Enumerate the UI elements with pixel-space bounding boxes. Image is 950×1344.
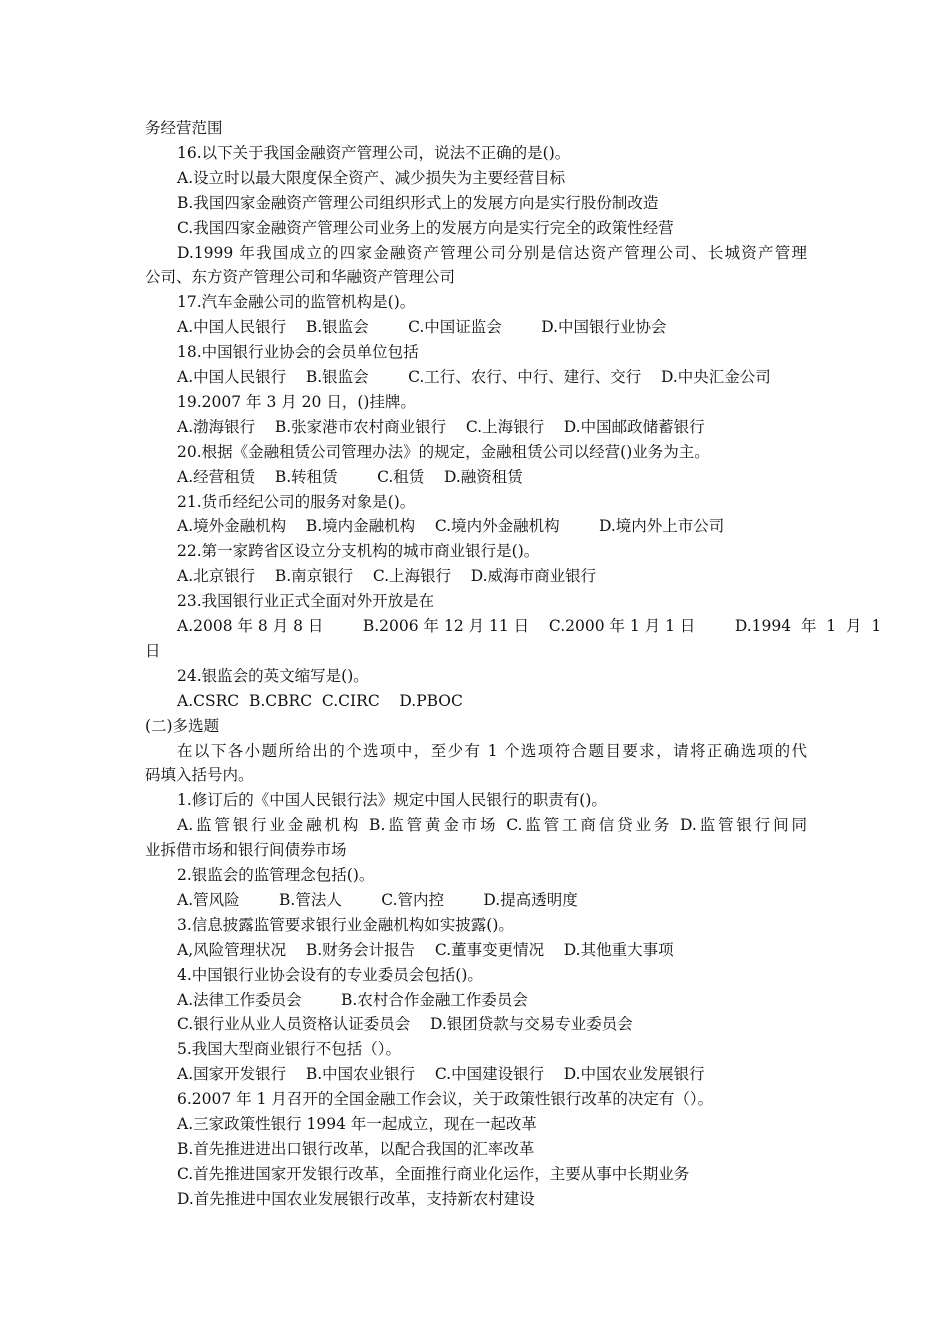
text-line: A.三家政策性银行 1994 年一起成立，现在一起改革 xyxy=(177,1115,537,1133)
text-line: A.设立时以最大限度保全资产、减少损失为主要经营目标 xyxy=(177,168,566,187)
text-line: D.首先推进中国农业发展银行改革，支持新农村建设 xyxy=(177,1189,535,1208)
text-line: (二)多选题 xyxy=(145,716,220,735)
text-line: A.北京银行 B.南京银行 C.上海银行 D.威海市商业银行 xyxy=(177,567,597,586)
text-line: 19.2007 年 3 月 20 日，()挂牌。 xyxy=(177,392,416,411)
text-line: 业拆借市场和银行间债券市场 xyxy=(145,841,347,860)
text-line: A.法律工作委员会 B.农村合作金融工作委员会 xyxy=(177,990,528,1009)
text-line: A.渤海银行 B.张家港市农村商业银行 C.上海银行 D.中国邮政储蓄银行 xyxy=(177,417,705,436)
text-line: B.首先推进进出口银行改革，以配合我国的汇率改革 xyxy=(177,1139,535,1158)
text-line: 3.信息披露监管要求银行业金融机构如实披露()。 xyxy=(177,915,514,934)
text-line: A.经营租赁 B.转租赁 C.租赁 D.融资租赁 xyxy=(177,467,523,486)
text-line: 在以下各小题所给出的个选项中，至少有 1 个选项符合题目要求，请将正确选项的代 xyxy=(177,741,807,760)
text-line: A.2008 年 8 月 8 日 B.2006 年 12 月 11 日 C.2000 年 1 月 1 日 D.1994 年 1 月 1 xyxy=(177,617,882,635)
text-line: 17.汽车金融公司的监管机构是()。 xyxy=(177,293,416,312)
text-line: 务经营范围 xyxy=(145,119,223,137)
text-line: 21.货币经纪公司的服务对象是()。 xyxy=(177,492,416,511)
text-line: D.1999 年我国成立的四家金融资产管理公司分别是信达资产管理公司、长城资产管理 xyxy=(177,243,807,262)
text-line: 4.中国银行业协会设有的专业委员会包括()。 xyxy=(177,965,483,984)
text-line: A.CSRC B.CBRC C.CIRC D.PBOC xyxy=(177,691,463,710)
text-line: 1.修订后的《中国人民银行法》规定中国人民银行的职责有()。 xyxy=(177,791,607,810)
text-line: A.监管银行业金融机构 B.监管黄金市场 C.监管工商信贷业务 D.监管银行间同 xyxy=(177,816,807,835)
text-line: 6.2007 年 1 月召开的全国金融工作会议，关于政策性银行改革的决定有（）。 xyxy=(177,1090,714,1109)
text-line: A.国家开发银行 B.中国农业银行 C.中国建设银行 D.中国农业发展银行 xyxy=(177,1065,705,1084)
text-line: 码填入括号内。 xyxy=(145,766,254,785)
text-line: 20.根据《金融租赁公司管理办法》的规定，金融租赁公司以经营()业务为主。 xyxy=(177,442,710,461)
text-line: C.银行业从业人员资格认证委员会 D.银团贷款与交易专业委员会 xyxy=(177,1015,633,1034)
text-line: 公司、东方资产管理公司和华融资产管理公司 xyxy=(145,268,456,287)
text-line: C.首先推进国家开发银行改革，全面推行商业化运作，主要从事中长期业务 xyxy=(177,1164,690,1183)
text-line: 16.以下关于我国金融资产管理公司，说法不正确的是()。 xyxy=(177,143,571,162)
text-line: B.我国四家金融资产管理公司组织形式上的发展方向是实行股份制改造 xyxy=(177,193,659,212)
text-line: A.管风险 B.管法人 C.管内控 D.提高透明度 xyxy=(177,890,578,909)
text-line: 23.我国银行业正式全面对外开放是在 xyxy=(177,592,435,611)
text-line: 22.第一家跨省区设立分支机构的城市商业银行是()。 xyxy=(177,542,540,561)
text-line: 2.银监会的监管理念包括()。 xyxy=(177,866,375,884)
text-line: 5.我国大型商业银行不包括（）。 xyxy=(177,1040,402,1059)
text-line: A.中国人民银行 B.银监会 C.中国证监会 D.中国银行业协会 xyxy=(177,318,667,337)
text-line: A.中国人民银行 B.银监会 C.工行、农行、中行、建行、交行 D.中央汇金公司 xyxy=(177,368,771,386)
text-line: A,风险管理状况 B.财务会计报告 C.董事变更情况 D.其他重大事项 xyxy=(177,940,674,959)
text-line: 日 xyxy=(145,641,161,660)
text-line: 18.中国银行业协会的会员单位包括 xyxy=(177,343,419,362)
text-line: A.境外金融机构 B.境内金融机构 C.境内外金融机构 D.境内外上市公司 xyxy=(177,517,725,536)
text-line: C.我国四家金融资产管理公司业务上的发展方向是实行完全的政策性经营 xyxy=(177,218,674,237)
text-line: 24.银监会的英文缩写是()。 xyxy=(177,666,369,685)
